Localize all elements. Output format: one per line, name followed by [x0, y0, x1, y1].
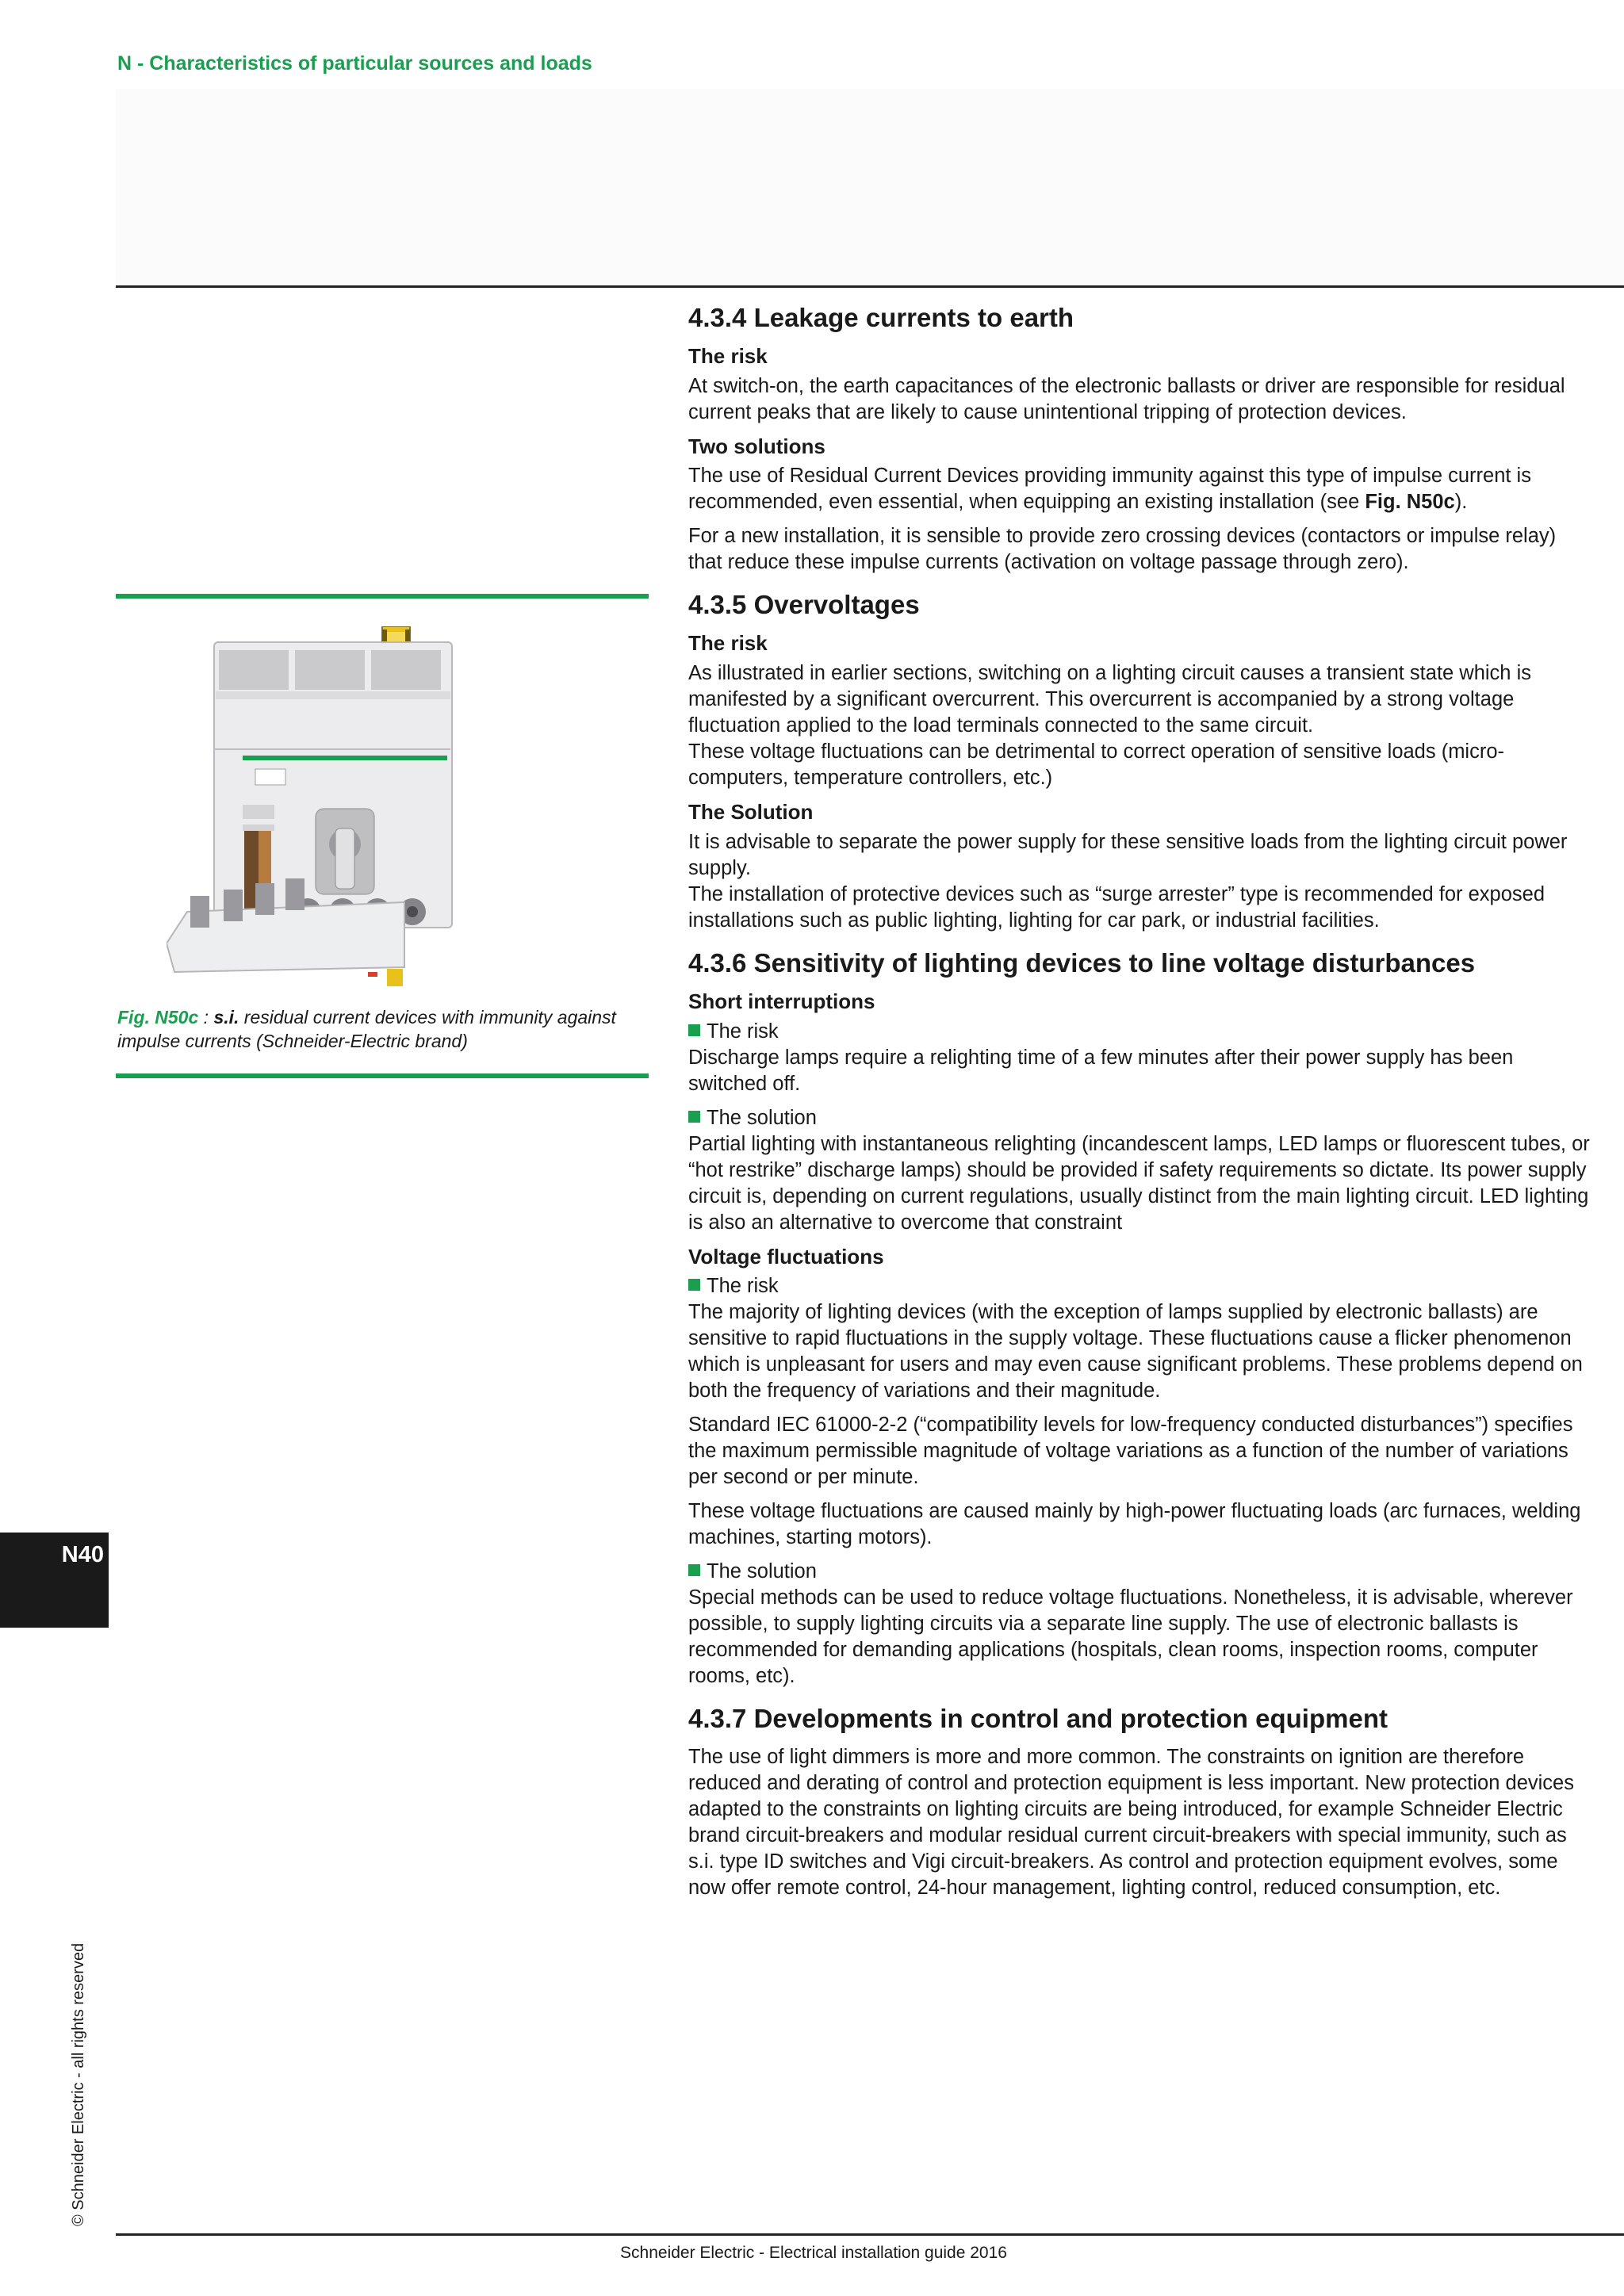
copyright-notice: © Schneider Electric - all rights reserved [70, 1942, 87, 2226]
main-column [688, 295, 1592, 1909]
bullet-short-solution [688, 1105, 1592, 1131]
footer-rule [116, 2233, 1624, 2236]
figure-reference: Fig. N50c [1365, 491, 1455, 514]
paragraph-risk-435-a: As illustrated in earlier sections, switching on a lighting circuit causes a transient state which is manifested by a significant overcurrent. This overcurrent is accompanied by a strong voltage fluctuation applied to the load terminals connected to the same circuit. [688, 662, 1531, 737]
subheading-solutions-434: Two solutions [688, 434, 825, 458]
figure-bottom-rule [116, 1073, 649, 1078]
header-rule [116, 285, 1624, 288]
subheading-short-interruptions: Short interruptions [688, 989, 875, 1013]
paragraph-volt-risk: The majority of lighting devices (with the exception of lamps supplied by electronic ballasts) are sensitive to rapid fluctuations in the supply voltage. These fluctuations cause a flicker phenomenon which is unpleasant for users and may even cause significant problems. These problems depend on both the frequency of variations and their magnitude. [688, 1301, 1583, 1402]
paragraph-solutions-434 [688, 463, 1592, 515]
figure-caption-sep: : [198, 1007, 214, 1027]
green-square-bullet-icon [688, 1024, 700, 1036]
green-square-bullet-icon [688, 1111, 700, 1123]
figure-caption-text: residual current devices with immunity against impulse currents (Schneider-Electric brand) [117, 1007, 616, 1051]
paragraph-volt-standard: Standard IEC 61000-2-2 (“compatibility levels for low-frequency conducted disturbances”) specifies the maximum permissible magnitude of voltage variations as a function of the number of variations per second or per minute. [688, 1414, 1573, 1489]
bullet-volt-solution [688, 1559, 1592, 1585]
paragraph-volt-causes: These voltage fluctuations are caused mainly by high-power fluctuating loads (arc furnaces, welding machines, starting motors). [688, 1500, 1581, 1549]
rcd-device-image [167, 626, 611, 999]
bullet-label: The solution [707, 1106, 817, 1129]
figure-top-rule [116, 594, 649, 599]
figure-label: Fig. N50c [117, 1007, 199, 1027]
section-title-434: 4.3.4 Leakage currents to earth [688, 303, 1074, 332]
paragraph-solution-435-b: The installation of protective devices such as “surge arrester” type is recommended for exposed installations such as public lighting, lighting for car park, or industrial facilities. [688, 882, 1545, 932]
paragraph-risk-435-b: These voltage fluctuations can be detrimental to correct operation of sensitive loads (micro-computers, temperature controllers, etc.) [688, 740, 1505, 790]
paragraph-risk-434: At switch-on, the earth capacitances of the electronic ballasts or driver are responsible for residual current peaks that are likely to cause unintentional tripping of protection devices. [688, 374, 1565, 423]
figure-caption-si: s.i. [213, 1007, 239, 1027]
rcd-device-illustration [167, 626, 611, 999]
section-title-436: 4.3.6 Sensitivity of lighting devices to line voltage disturbances [688, 947, 1476, 978]
green-square-bullet-icon [688, 1564, 700, 1576]
bullet-short-risk [688, 1019, 1592, 1045]
subheading-solution-435: The Solution [688, 800, 814, 825]
bullet-label: The risk [707, 1275, 779, 1298]
solutions-text-b: ). [1454, 491, 1468, 514]
section-title-435: 4.3.5 Overvoltages [688, 590, 920, 620]
paragraph-volt-solution: Special methods can be used to reduce voltage fluctuations. Nonetheless, it is advisable, wherever possible, to supply lighting circuits via a separate line supply. The use of electronic ballasts is recommended for demanding applications (hospitals, clean rooms, inspection rooms, computer rooms, etc). [688, 1586, 1573, 1688]
green-square-bullet-icon [688, 1279, 700, 1291]
figure-caption [117, 1005, 657, 1053]
header-title: N - Characteristics of particular sources and loads [117, 52, 592, 75]
bullet-label: The solution [707, 1560, 817, 1583]
section-title-437: 4.3.7 Developments in control and protection equipment [688, 1704, 1388, 1734]
paragraph-short-solution: Partial lighting with instantaneous relighting (incandescent lamps, LED lamps or fluorescent tubes, or “hot restrike” discharge lamps) should be provided if safety requirements so dictate. Its power supply circuit is, depending on current regulations, usually distinct from the main lighting circuit. LED lighting is also an alternative to overcome that constraint [688, 1132, 1590, 1234]
bullet-label: The risk [707, 1020, 779, 1043]
subheading-risk-434: The risk [688, 343, 768, 368]
subheading-voltage-fluctuations: Voltage fluctuations [688, 1244, 884, 1269]
paragraph-solution-435-a: It is advisable to separate the power supply for these sensitive loads from the lighting circuit power supply. [688, 830, 1568, 879]
page-number-tab: N40 [0, 1533, 109, 1628]
bullet-volt-risk [688, 1273, 1592, 1299]
subheading-risk-435: The risk [688, 631, 768, 656]
solutions-text-a: The use of Residual Current Devices providing immunity against this type of impulse current is recommended, even essential, when equipping an existing installation (see [688, 465, 1531, 514]
footer-text: Schneider Electric - Electrical installation guide 2016 [620, 2244, 1007, 2262]
paragraph-short-risk: Discharge lamps require a relighting time of a few minutes after their power supply has been switched off. [688, 1046, 1514, 1095]
paragraph-new-installation: For a new installation, it is sensible to provide zero crossing devices (contactors or impulse relay) that reduce these impulse currents (activation on voltage passage through zero). [688, 525, 1557, 574]
paragraph-437: The use of light dimmers is more and more common. The constraints on ignition are therefore reduced and derating of control and protection equipment is less important. New protection devices adapted to the constraints on lighting circuits are being introduced, for example Schneider Electric brand circuit-breakers and modular residual current circuit-breakers with special immunity, such as s.i. type ID switches and Vigi circuit-breakers. As control and protection equipment evolves, some now offer remote control, 24-hour management, lighting control, reduced consumption, etc. [688, 1746, 1574, 1900]
header-band [116, 89, 1624, 285]
